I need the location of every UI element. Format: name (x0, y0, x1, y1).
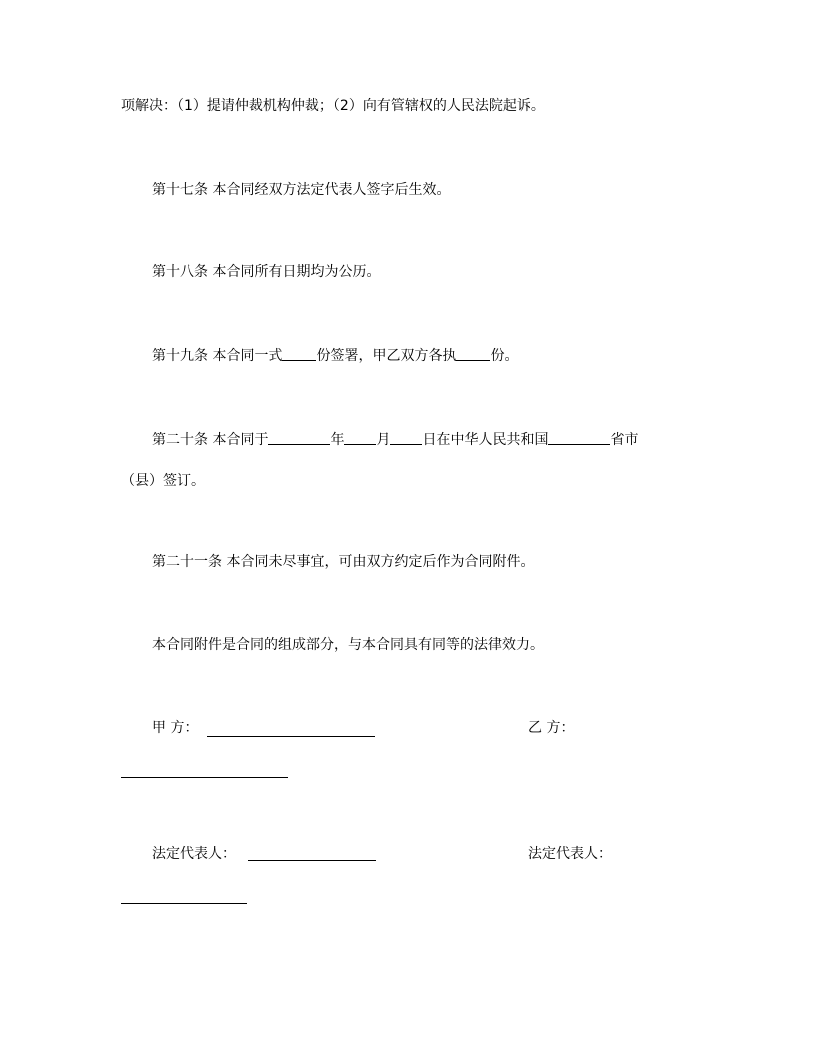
copies-count-blank[interactable] (282, 346, 316, 361)
article-20-continuation-text: （县）签订。 (121, 473, 205, 489)
year-blank[interactable] (268, 430, 330, 445)
legal-rep-b-signature-blank[interactable] (121, 903, 247, 904)
article-19-text-2: 份签署，甲乙双方各执 (316, 348, 457, 364)
annex-clause (152, 636, 544, 654)
day-blank[interactable] (390, 430, 422, 445)
party-a-line (152, 719, 198, 737)
article-20-year-label: 年 (330, 432, 345, 448)
dispute-resolution-text: 项解决：（1）提请仲裁机构仲裁；（2）向有管辖权的人民法院起诉。 (121, 98, 545, 114)
party-a-signature-blank[interactable] (207, 736, 375, 737)
article-17 (152, 181, 450, 199)
article-20-continuation (121, 472, 205, 490)
article-20-text-4: 日在中华人民共和国 (422, 432, 549, 448)
article-19-text-1: 第十九条 本合同一式 (152, 348, 283, 364)
party-b-line (528, 719, 574, 737)
party-b-label: 乙 方： (528, 720, 575, 736)
article-21-text: 第二十一条 本合同未尽事宜，可由双方约定后作为合同附件。 (152, 554, 535, 570)
article-20-month-label: 月 (376, 432, 391, 448)
legal-rep-b-label: 法定代表人： (528, 846, 612, 862)
legal-rep-a-line (152, 845, 236, 863)
article-21 (152, 553, 534, 571)
article-18-text: 第十八条 本合同所有日期均为公历。 (152, 264, 381, 280)
legal-rep-a-signature-blank[interactable] (248, 860, 376, 861)
party-a-label: 甲 方： (152, 720, 199, 736)
article-17-text: 第十七条 本合同经双方法定代表人签字后生效。 (152, 182, 451, 198)
article-20-text-5: 省市 (610, 432, 639, 448)
month-blank[interactable] (344, 430, 376, 445)
article-19-text-3: 份。 (490, 348, 519, 364)
copies-each-blank[interactable] (456, 346, 490, 361)
article-20-text-1: 第二十条 本合同于 (152, 432, 269, 448)
party-b-signature-blank[interactable] (121, 777, 288, 778)
legal-rep-b-line (528, 845, 612, 863)
dispute-resolution-continuation (121, 97, 545, 115)
article-20 (152, 430, 638, 448)
legal-rep-a-label: 法定代表人： (152, 846, 236, 862)
annex-clause-text: 本合同附件是合同的组成部分，与本合同具有同等的法律效力。 (152, 637, 544, 653)
article-18 (152, 263, 380, 281)
province-city-blank[interactable] (548, 430, 610, 445)
article-19 (152, 346, 518, 364)
